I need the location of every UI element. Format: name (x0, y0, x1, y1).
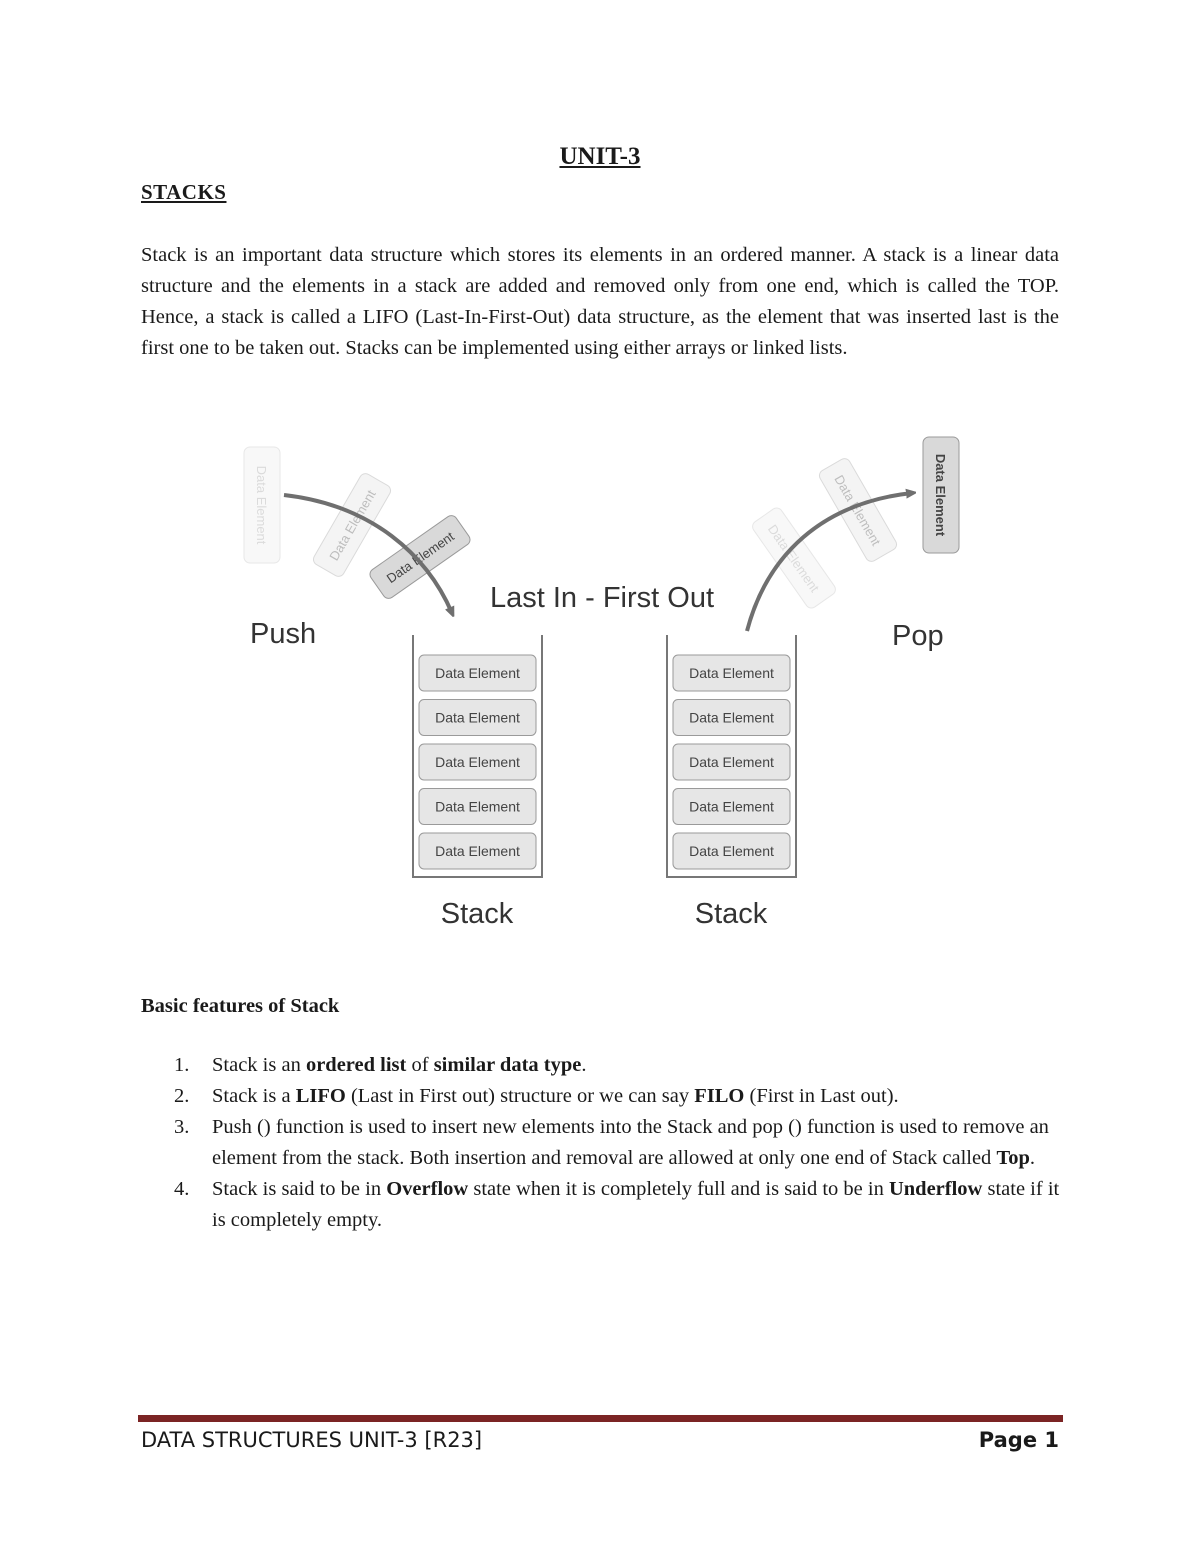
left-stack-element-label: Data Element (435, 843, 520, 859)
features-list (141, 1050, 1061, 1236)
feature-text: . (581, 1054, 587, 1076)
left-stack-element-label: Data Element (435, 709, 520, 726)
diagram-title: Last In - First Out (490, 582, 714, 614)
feature-text: Stack is said to be in (212, 1178, 387, 1200)
feature-bold-term: similar data type (433, 1054, 582, 1076)
footer-rule (138, 1415, 1063, 1422)
feature-number: 3. (174, 1116, 190, 1138)
section-title: STACKS (141, 180, 227, 204)
pop-ghost-element-2 (817, 456, 898, 563)
feature-text: Stack is a (212, 1085, 296, 1107)
feature-text: state when it is completely full and is said to be in (468, 1178, 889, 1200)
push-ghost-element-2-label: Data Element (326, 487, 379, 564)
feature-text: of (406, 1054, 434, 1076)
right-stack-label: Stack (694, 898, 768, 930)
footer-course-title: DATA STRUCTURES UNIT-3 [R23] (141, 1428, 483, 1452)
right-stack-element-label: Data Element (689, 665, 774, 681)
feature-bold-term: ordered list (305, 1054, 407, 1076)
popped-element (923, 437, 959, 553)
left-stack-element (419, 789, 536, 825)
feature-text: Push () function is used to insert new elements into the Stack and pop () function is used to remove an element from the stack. Both insertion and removal are allowed at only one end of Stack called (212, 1116, 1049, 1169)
feature-number: 2. (174, 1085, 190, 1107)
pop-ghost-element-2-label: Data Element (831, 472, 884, 549)
right-stack-elements (673, 655, 790, 869)
feature-number: 1. (174, 1054, 190, 1076)
feature-text: (Last in First out) structure or we can say (345, 1085, 695, 1107)
left-stack-element-label: Data Element (435, 798, 520, 815)
right-stack-element (673, 833, 790, 869)
feature-text: (First in Last out). (744, 1085, 899, 1107)
features-heading: Basic features of Stack (141, 995, 340, 1017)
push-label: Push (250, 618, 317, 650)
right-stack-element-label: Data Element (689, 798, 774, 815)
feature-bold-term: LIFO (295, 1085, 346, 1107)
right-stack-element-label: Data Element (689, 754, 774, 770)
pop-label: Pop (892, 620, 944, 652)
intro-paragraph: Stack is an important data structure which stores its elements in an ordered manner. A stack is a linear data structure and the elements in a stack are added and removed only from one end, which is called the TOP. Hence, a stack is called a LIFO (Last-In-First-Out) data structure, as the element that was inserted last is the first one to be taken out. Stacks can be implemented using either arrays or linked lists. (141, 244, 1059, 359)
push-ghost-element-2 (311, 471, 392, 578)
pop-ghost-element-1-label: Data Element (764, 521, 823, 595)
right-stack-element (673, 700, 790, 736)
feature-item (141, 1081, 1061, 1112)
unit-title: UNIT-3 (559, 143, 641, 170)
feature-bold-term: Overflow (386, 1178, 469, 1200)
feature-text: state if it is completely empty. (212, 1178, 1060, 1231)
feature-bold-term: FILO (694, 1085, 745, 1107)
feature-item (141, 1174, 1061, 1236)
right-stack-element-label: Data Element (689, 709, 774, 726)
feature-bold-term: Underflow (888, 1178, 983, 1200)
feature-text: . (1029, 1147, 1036, 1169)
page-number: Page 1 (978, 1428, 1059, 1452)
push-moving-element-label: Data Element (383, 528, 457, 587)
left-stack-element-label: Data Element (435, 665, 520, 681)
right-stack-element (673, 789, 790, 825)
push-ghost-element-1 (244, 447, 280, 563)
feature-bold-term: Top (996, 1147, 1030, 1169)
right-stack-element (673, 744, 790, 780)
left-stack-label: Stack (440, 898, 514, 930)
right-stack-element-label: Data Element (689, 843, 774, 859)
feature-item (141, 1050, 1061, 1081)
right-stack-element (673, 655, 790, 691)
push-moving-element (368, 513, 473, 601)
feature-item (141, 1112, 1061, 1174)
left-stack-elements (419, 655, 536, 869)
push-ghost-element-1-label: Data Element (254, 465, 269, 545)
feature-number: 4. (174, 1178, 190, 1200)
feature-text: Stack is an (212, 1054, 306, 1076)
left-stack-element (419, 833, 536, 869)
stack-lifo-diagram (222, 425, 982, 945)
left-stack-element (419, 744, 536, 780)
left-stack-element (419, 655, 536, 691)
popped-element-label: Data Element (933, 453, 948, 537)
left-stack-element-label: Data Element (435, 754, 520, 770)
left-stack-element (419, 700, 536, 736)
